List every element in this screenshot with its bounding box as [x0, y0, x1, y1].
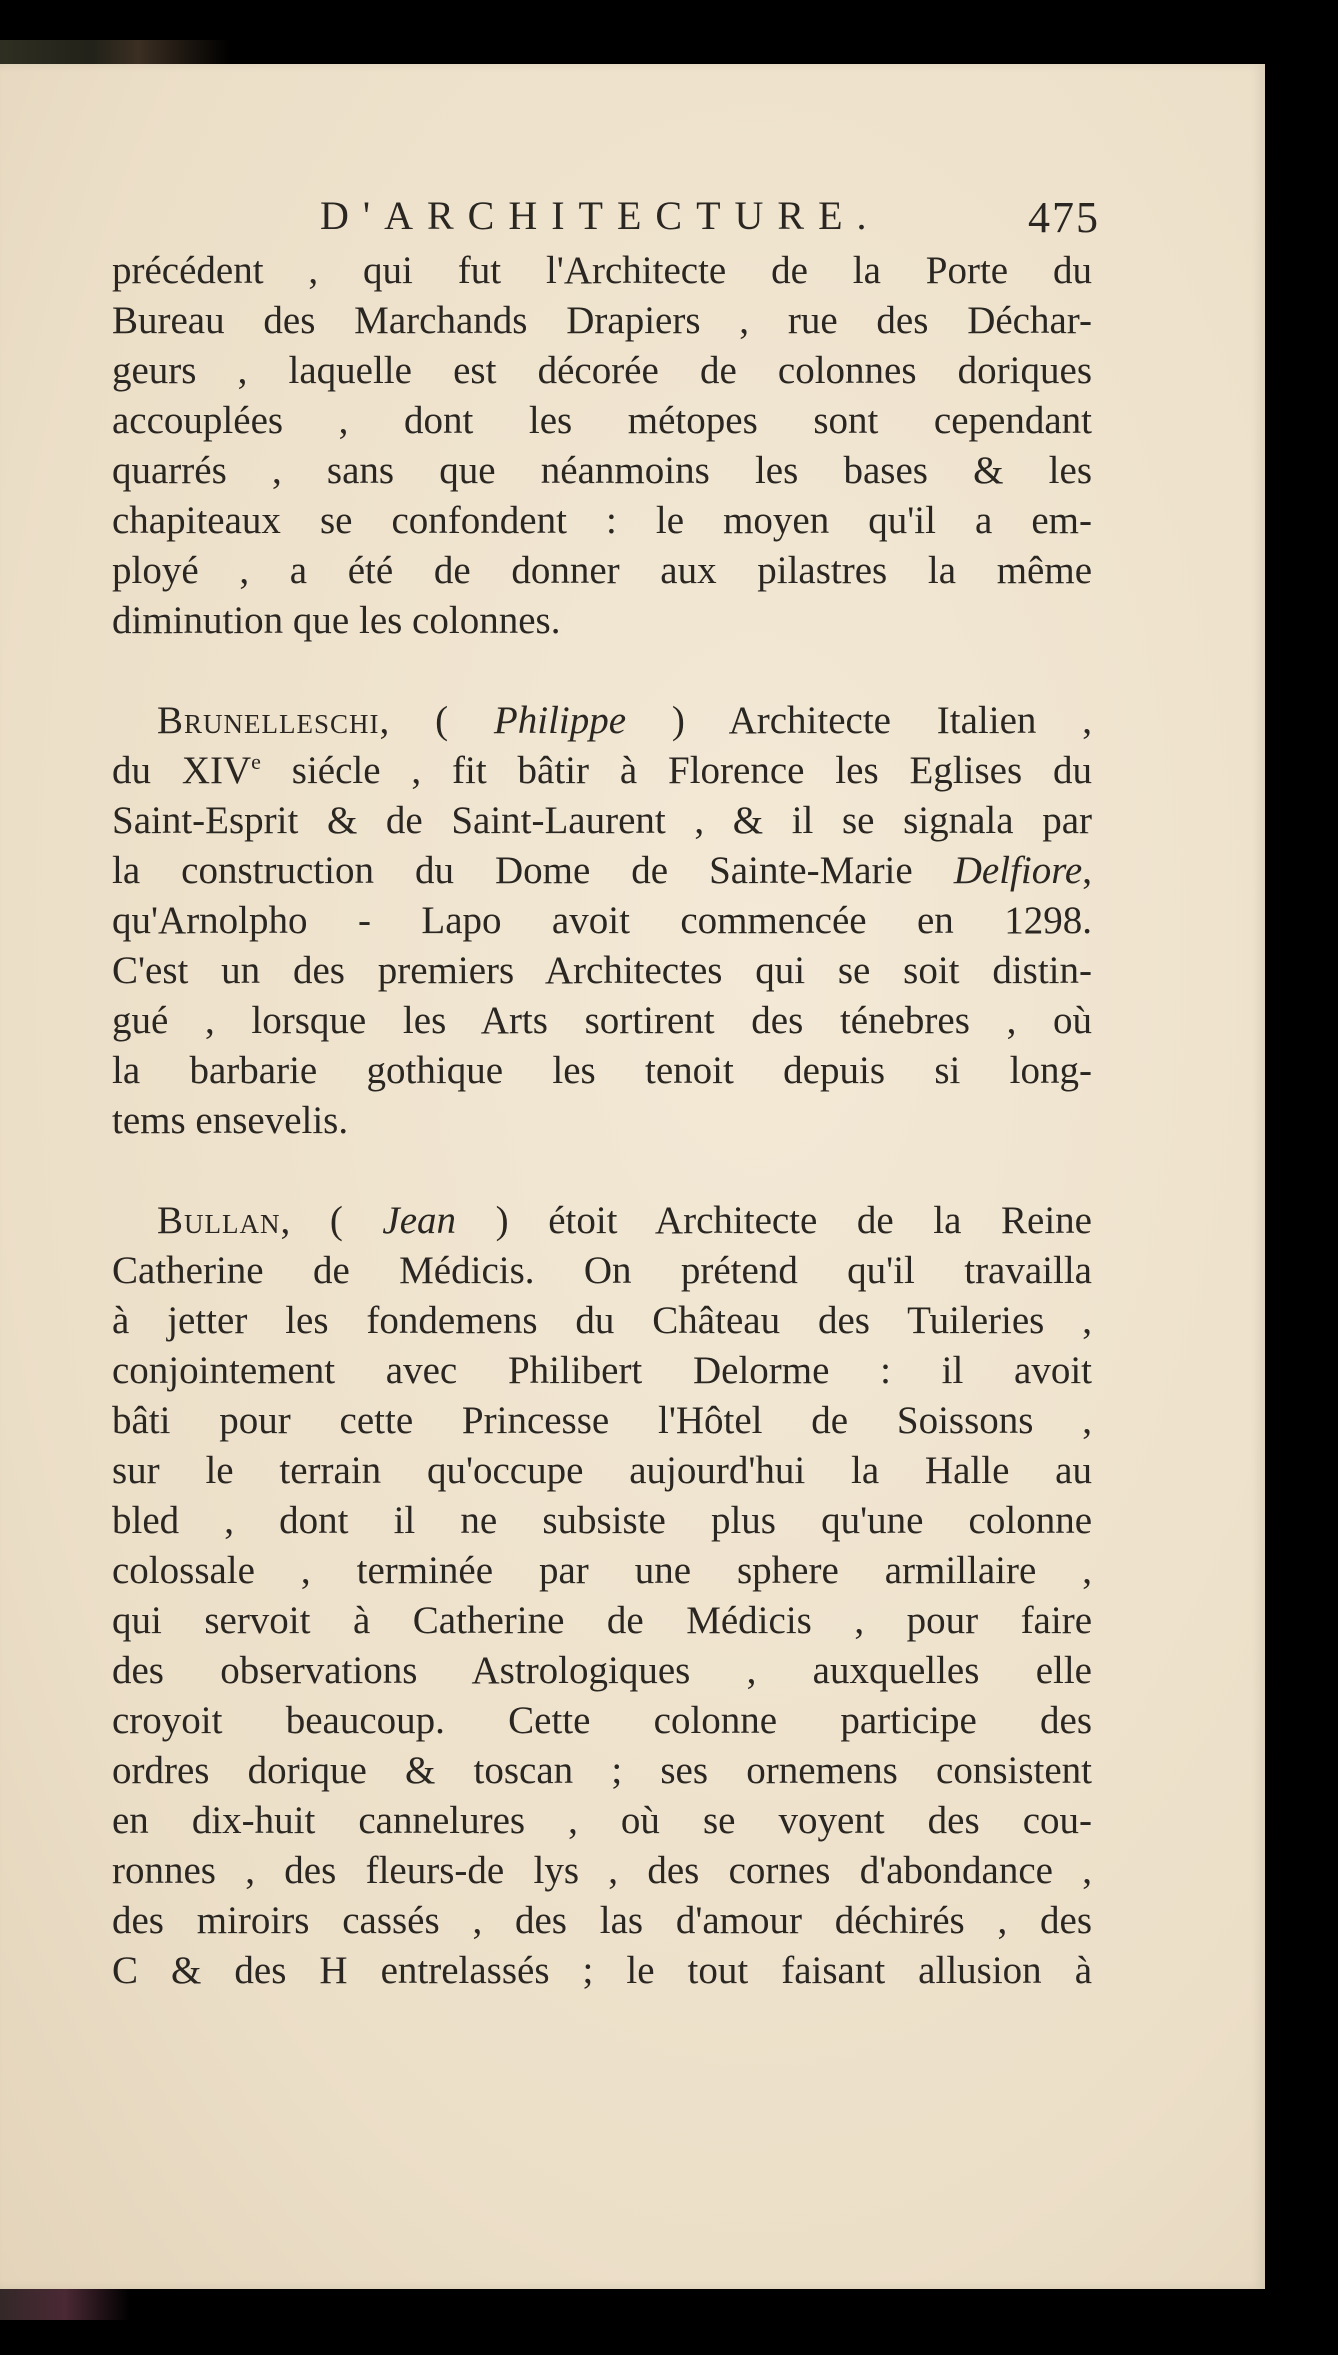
dome-line: la construction du Dome de Sainte-Marie	[112, 849, 913, 892]
text-line: Catherine de Médicis. On prétend qu'il travailla	[112, 1249, 1092, 1292]
text-line: conjointement avec Philibert Delorme : il avoit	[112, 1349, 1092, 1392]
text-line: C & des H entrelassés ; le tout faisant allusion à	[112, 1949, 1092, 1992]
text-line: tems ensevelis.	[112, 1099, 349, 1142]
paragraph-1	[112, 246, 1092, 646]
entry-brunelleschi	[112, 696, 1092, 1146]
text-line: C'est un des premiers Architectes qui se soit distin-	[112, 949, 1092, 992]
text-line: ordres dorique & toscan ; ses ornemens consistent	[112, 1749, 1092, 1792]
text-line: accouplées , dont les métopes sont cependant	[112, 399, 1092, 442]
text-line: en dix-huit cannelures , où se voyent des cou-	[112, 1799, 1092, 1842]
text-line: bled , dont il ne subsiste plus qu'une colonne	[112, 1499, 1092, 1542]
text-line: ronnes , des fleurs-de lys , des cornes d'abondance ,	[112, 1849, 1092, 1892]
entry-first-line: Brunelleschi, ( Philippe ) Architecte Italien ,	[157, 699, 1092, 742]
page-number: 475	[1028, 193, 1100, 242]
text-line: gué , lorsque les Arts sortirent des ténebres , où	[112, 999, 1092, 1042]
century-line-rest: siécle , fit bâtir à Florence les Eglises du	[260, 749, 1092, 792]
text-line: qu'Arnolpho - Lapo avoit commencée en 1298.	[112, 899, 1092, 942]
century-superscript: e	[251, 749, 261, 774]
text-line: geurs , laquelle est décorée de colonnes doriques	[112, 349, 1092, 392]
text-line: Saint-Esprit & de Saint-Laurent , & il se signala par	[112, 799, 1092, 842]
text-line: bâti pour cette Princesse l'Hôtel de Soissons ,	[112, 1399, 1092, 1442]
text-line: diminution que les colonnes.	[112, 599, 561, 642]
italic-word: Delfiore	[953, 849, 1083, 892]
running-head-title: D'ARCHITECTURE.	[320, 193, 881, 238]
text-line: croyoit beaucoup. Cette colonne participe des	[112, 1699, 1092, 1742]
text-line: Bureau des Marchands Drapiers , rue des Déchar-	[112, 299, 1092, 342]
text-line: à jetter les fondemens du Château des Tuileries ,	[112, 1299, 1092, 1342]
text-line: la construction du Dome de Sainte-Marie Delfiore,	[112, 849, 1092, 892]
century-prefix: du XIV	[112, 749, 252, 792]
entry-firstname: Jean	[382, 1199, 457, 1242]
entry-first-line: Bullan, ( Jean ) étoit Architecte de la Reine	[157, 1199, 1092, 1242]
text-line	[112, 746, 1092, 796]
text-line: qui servoit à Catherine de Médicis , pour faire	[112, 1599, 1092, 1642]
text-line: quarrés , sans que néanmoins les bases & les	[112, 449, 1092, 492]
text-line: sur le terrain qu'occupe aujourd'hui la Halle au	[112, 1449, 1092, 1492]
entry-name: Bullan	[157, 1199, 281, 1242]
entry-first-line-rest: Architecte Italien ,	[728, 699, 1092, 742]
entry-name: Brunelleschi	[157, 699, 380, 742]
text-line: des miroirs cassés , des las d'amour déchirés , des	[112, 1899, 1092, 1942]
text-line: chapiteaux se confondent : le moyen qu'il a em-	[112, 499, 1092, 542]
text-line: ployé , a été de donner aux pilastres la même	[112, 549, 1092, 592]
entry-firstname: Philippe	[493, 699, 627, 742]
text-line: précédent , qui fut l'Architecte de la Porte du	[112, 249, 1092, 292]
running-head	[320, 192, 1100, 242]
text-line: la barbarie gothique les tenoit depuis si long-	[112, 1049, 1092, 1092]
entry-first-line-rest: étoit Architecte de la Reine	[548, 1199, 1092, 1242]
text-line: des observations Astrologiques , auxquelles elle	[112, 1649, 1092, 1692]
entry-bullan	[112, 1196, 1092, 1996]
text-line: colossale , terminée par une sphere armillaire ,	[112, 1549, 1092, 1592]
